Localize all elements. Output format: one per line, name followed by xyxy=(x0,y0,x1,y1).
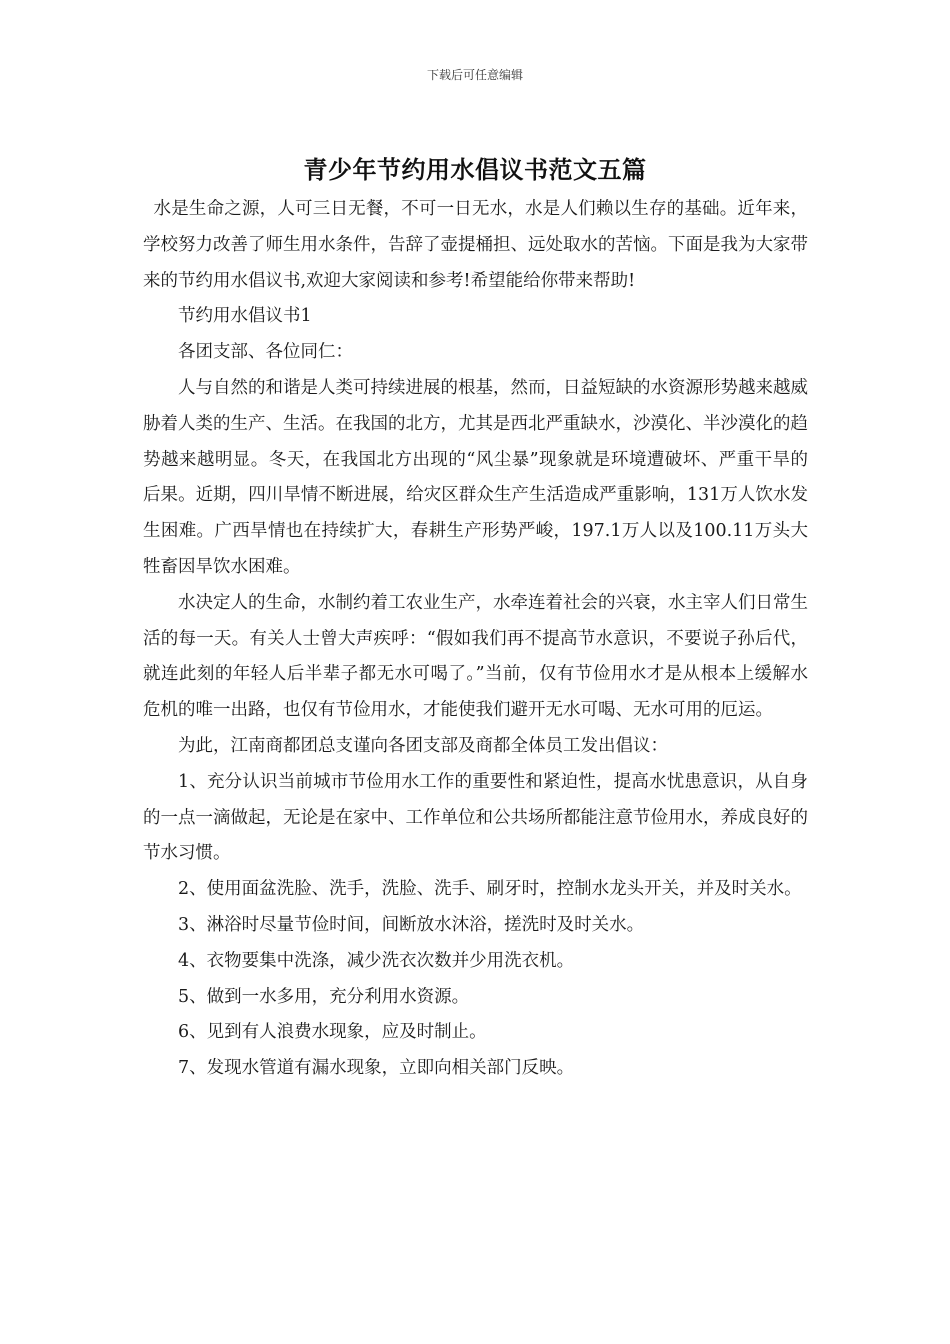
section-heading: 节约用水倡议书1 xyxy=(178,306,312,327)
proposal-item: 6、见到有人浪费水现象，应及时制止。 xyxy=(178,1022,487,1043)
body-paragraph: 人与自然的和谐是人类可持续进展的根基，然而，日益短缺的水资源形势越来越威胁着人类的生产、生活。在我国的北方，尤其是西北严重缺水，沙漠化、半沙漠化的趋势越来越明显。冬天，在我国北方出现的“风尘暴”现象就是环境遭破坏、严重干旱的后果。近期，四川旱情不断进展，给灾区群众生产生活造成严重影响，131万人饮水发生困难。广西旱情也在持续扩大，春耕生产形势严峻，197.1万人以及100.11万头大牲畜因旱饮水困难。 xyxy=(143,377,808,577)
body-paragraph: 水决定人的生命，水制约着工农业生产，水牵连着社会的兴衰，水主宰人们日常生活的每一天。有关人士曾大声疾呼：“假如我们再不提高节水意识，不要说子孙后代，就连此刻的年轻人后半辈子都无水可喝了。”当前，仅有节俭用水才是从根本上缓解水危机的唯一出路，也仅有节俭用水，才能使我们避开无水可喝、无水可用的厄运。 xyxy=(143,592,808,721)
document-body xyxy=(143,192,808,1087)
proposal-item: 4、衣物要集中洗涤，减少洗衣次数并少用洗衣机。 xyxy=(178,950,575,971)
proposal-item: 7、发现水管道有漏水现象，立即向相关部门反映。 xyxy=(178,1058,575,1079)
proposal-item: 2、使用面盆洗脸、洗手，洗脸、洗手、刷牙时，控制水龙头开关，并及时关水。 xyxy=(178,879,802,900)
proposal-item: 5、做到一水多用，充分利用水资源。 xyxy=(178,986,470,1007)
document-title: 青少年节约用水倡议书范文五篇 xyxy=(303,155,647,184)
intro-paragraph: 水是生命之源，人可三日无餐，不可一日无水，水是人们赖以生存的基础。近年来，学校努力改善了师生用水条件，告辞了壶提桶担、远处取水的苦恼。下面是我为大家带来的节约用水倡议书,欢迎大家阅读和参考!希望能给你带来帮助! xyxy=(143,199,808,291)
header-note: 下载后可任意编辑 xyxy=(426,68,523,82)
proposal-item: 1、充分认识当前城市节俭用水工作的重要性和紧迫性，提高水忧患意识，从自身的一点一滴做起，无论是在家中、工作单位和公共场所都能注意节俭用水，养成良好的节水习惯。 xyxy=(143,771,808,864)
body-paragraph: 为此，江南商都团总支谨向各团支部及商都全体员工发出倡议： xyxy=(178,735,668,756)
proposal-item: 3、淋浴时尽量节俭时间，间断放水沐浴，搓洗时及时关水。 xyxy=(178,914,645,935)
salutation: 各团支部、各位同仁： xyxy=(178,342,353,363)
